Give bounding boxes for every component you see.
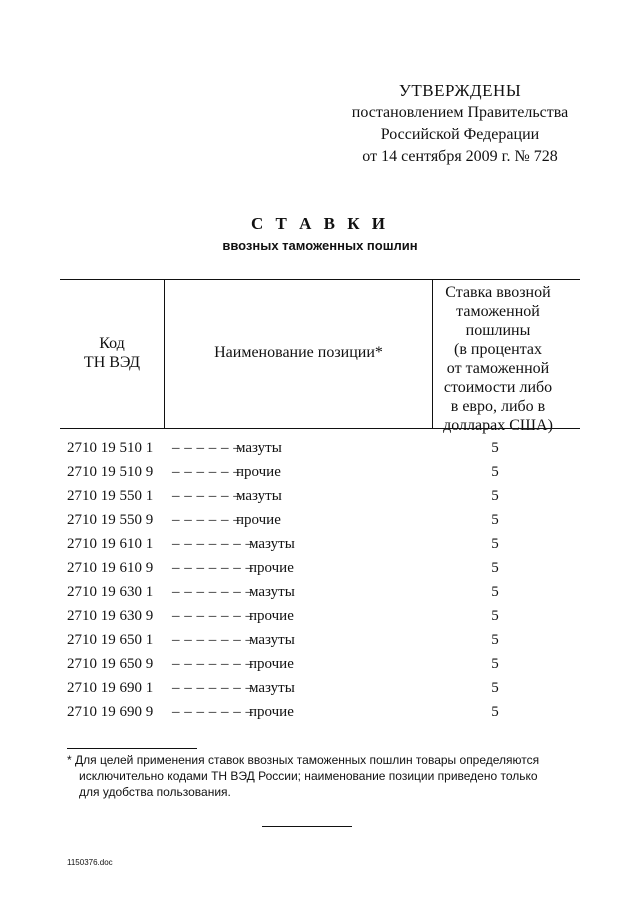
row-dashes: – – – – – – – — [172, 536, 254, 552]
row-rate: 5 — [491, 440, 499, 456]
table-row — [0, 584, 640, 607]
row-dashes: – – – – – – — [172, 512, 242, 528]
approval-block — [300, 80, 620, 168]
footnote-line-1: * Для целей применения ставок ввозных таможенных пошлин товары определяются — [67, 753, 540, 767]
row-dashes: – – – – – – – — [172, 656, 254, 672]
row-dashes: – – – – – – – — [172, 680, 254, 696]
row-dashes: – – – – – – – — [172, 632, 254, 648]
approval-line-1: постановлением Правительства — [351, 104, 569, 121]
table-row — [0, 464, 640, 487]
header-rate-line: пошлины — [465, 322, 531, 339]
end-rule — [262, 826, 352, 827]
table-row — [0, 608, 640, 631]
table-row — [0, 536, 640, 559]
row-code: 2710 19 650 1 — [67, 632, 154, 648]
table-top-rule — [60, 279, 580, 280]
row-code: 2710 19 690 1 — [67, 680, 154, 696]
approval-title: УТВЕРЖДЕНЫ — [398, 81, 522, 100]
row-name: мазуты — [249, 584, 295, 600]
table-row — [0, 440, 640, 463]
row-rate: 5 — [491, 536, 499, 552]
header-rate-line: (в процентах — [454, 341, 542, 358]
row-dashes: – – – – – – – — [172, 584, 254, 600]
table-row — [0, 656, 640, 679]
row-rate: 5 — [491, 608, 499, 624]
header-rate-line: Ставка ввозной — [445, 284, 551, 301]
row-rate: 5 — [491, 656, 499, 672]
row-name: мазуты — [249, 536, 295, 552]
row-code: 2710 19 650 9 — [67, 656, 154, 672]
row-code: 2710 19 610 1 — [67, 536, 154, 552]
row-dashes: – – – – – – – — [172, 704, 254, 720]
row-name: прочие — [236, 512, 281, 528]
approval-line-2: Российской Федерации — [380, 126, 540, 143]
row-code: 2710 19 510 1 — [67, 440, 154, 456]
document-id: 1150376.doc — [67, 858, 113, 867]
row-rate: 5 — [491, 488, 499, 504]
row-name: мазуты — [249, 680, 295, 696]
row-rate: 5 — [491, 512, 499, 528]
header-rate-line: стоимости либо — [443, 379, 553, 396]
row-name: прочие — [249, 608, 294, 624]
row-name: мазуты — [236, 440, 282, 456]
row-code: 2710 19 690 9 — [67, 704, 154, 720]
header-rate-line: таможенной — [456, 303, 540, 320]
row-rate: 5 — [491, 584, 499, 600]
table-row — [0, 632, 640, 655]
header-code-line: Код — [99, 335, 125, 352]
row-dashes: – – – – – – – — [172, 560, 254, 576]
footnote-line-3: для удобства пользования. — [79, 785, 231, 799]
table-row — [0, 488, 640, 511]
row-name: мазуты — [236, 488, 282, 504]
approval-line-3: от 14 сентября 2009 г. № 728 — [362, 148, 558, 165]
document-subtitle: ввозных таможенных пошлин — [222, 238, 418, 253]
row-code: 2710 19 550 1 — [67, 488, 154, 504]
row-rate: 5 — [491, 632, 499, 648]
header-rate-line: от таможенной — [446, 360, 550, 377]
row-rate: 5 — [491, 680, 499, 696]
table-row — [0, 704, 640, 727]
header-code-line: ТН ВЭД — [83, 354, 141, 371]
row-dashes: – – – – – – – — [172, 608, 254, 624]
header-rate-line: в евро, либо в — [450, 398, 546, 415]
row-code: 2710 19 610 9 — [67, 560, 154, 576]
table-row — [0, 560, 640, 583]
row-rate: 5 — [491, 464, 499, 480]
footnote-rule — [67, 748, 197, 749]
row-code: 2710 19 630 9 — [67, 608, 154, 624]
footnote-line-2: исключительно кодами ТН ВЭД России; наименование позиции приведено только — [79, 769, 538, 783]
row-rate: 5 — [491, 560, 499, 576]
table-row — [0, 512, 640, 535]
row-rate: 5 — [491, 704, 499, 720]
row-dashes: – – – – – – — [172, 488, 242, 504]
header-name: Наименование позиции* — [214, 344, 383, 361]
row-code: 2710 19 510 9 — [67, 464, 154, 480]
row-name: прочие — [249, 704, 294, 720]
table-row — [0, 680, 640, 703]
header-rate — [433, 283, 563, 435]
row-code: 2710 19 550 9 — [67, 512, 154, 528]
row-name: прочие — [236, 464, 281, 480]
row-dashes: – – – – – – — [172, 464, 242, 480]
header-rate-line: долларах США) — [443, 417, 553, 434]
row-name: мазуты — [249, 632, 295, 648]
row-name: прочие — [249, 560, 294, 576]
footnote — [67, 752, 597, 800]
document-title: С Т А В К И — [250, 214, 390, 233]
row-dashes: – – – – – – — [172, 440, 242, 456]
row-name: прочие — [249, 656, 294, 672]
row-code: 2710 19 630 1 — [67, 584, 154, 600]
header-code — [60, 334, 164, 372]
